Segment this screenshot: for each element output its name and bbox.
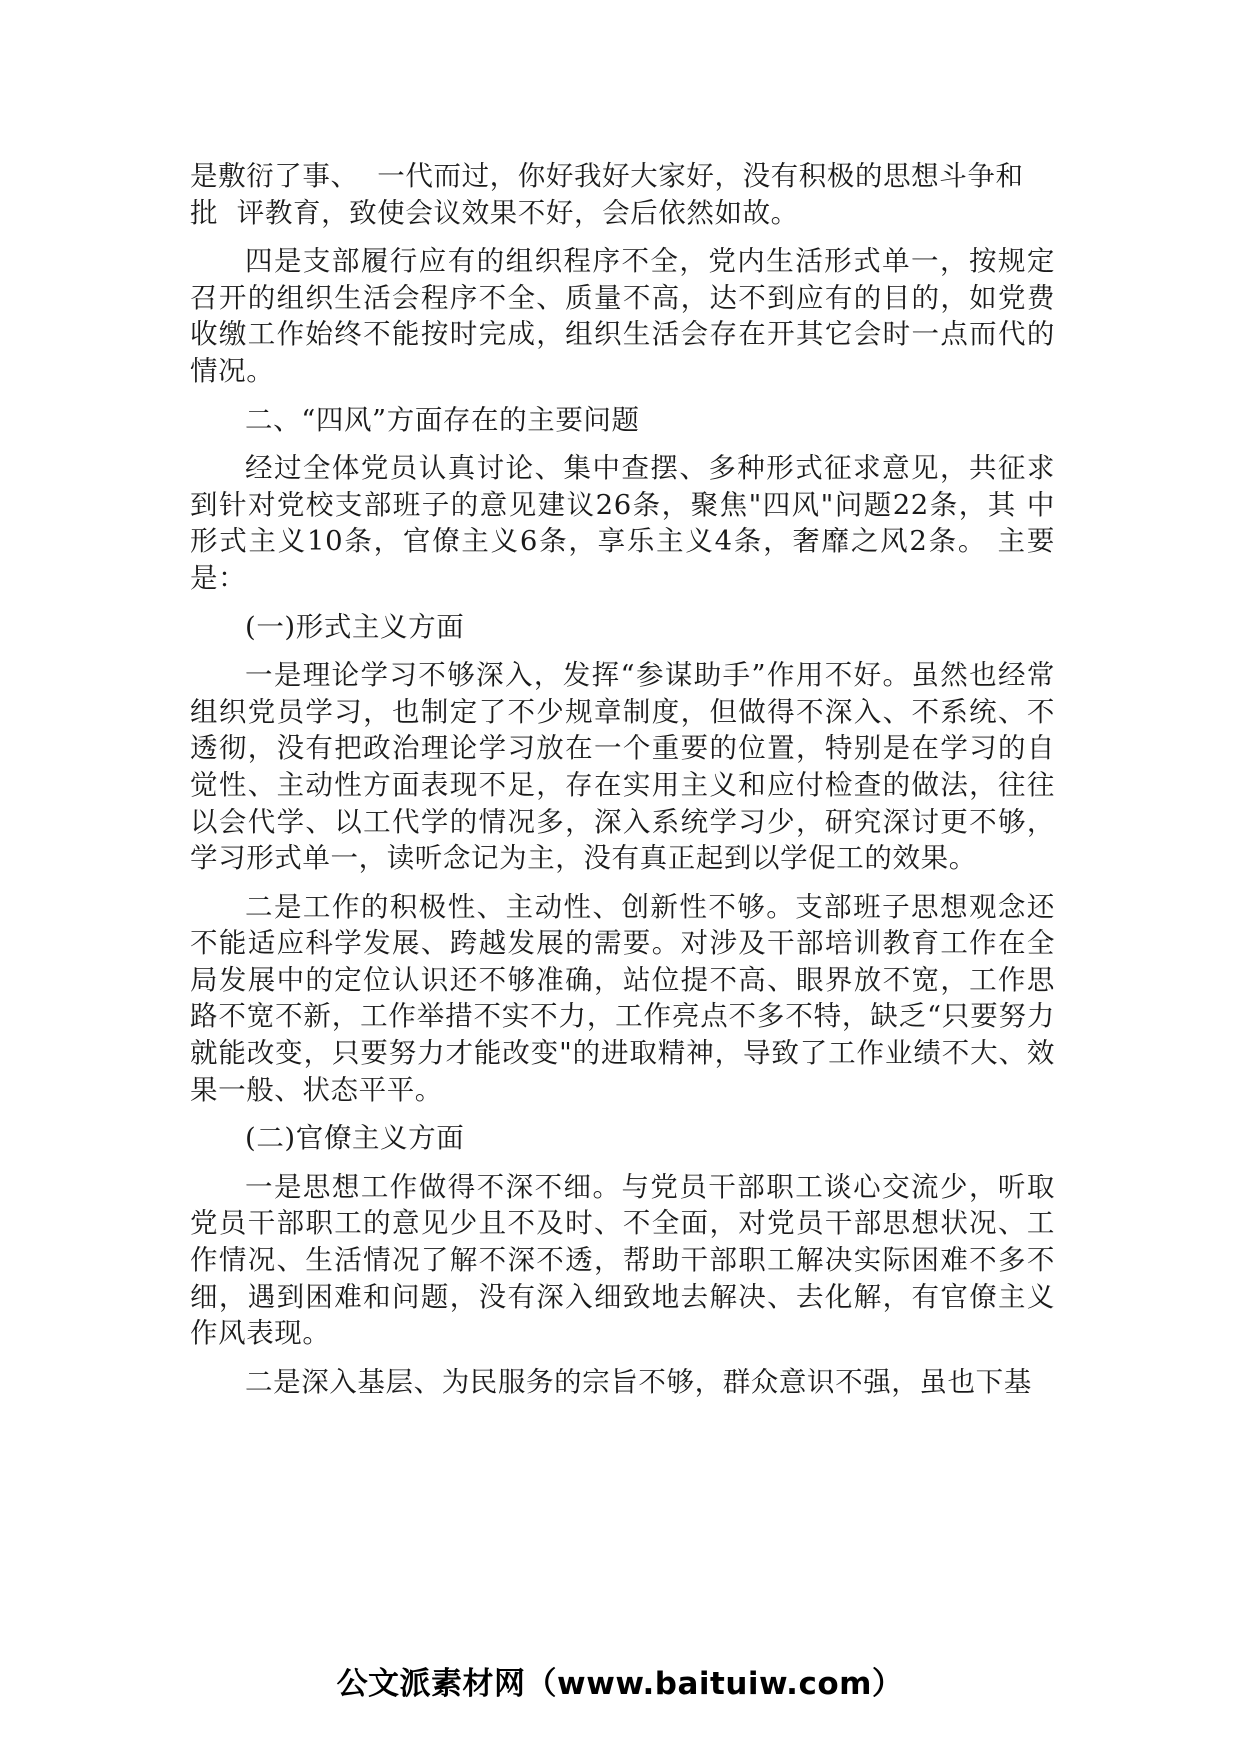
paragraph: 二是工作的积极性、主动性、创新性不够。支部班子思想观念还不能适应科学发展、跨越发展的需要。对涉及干部培训教育工作在全局发展中的定位认识还不够准确，站位提不高、眼界放不宽，工作思路不宽不新，工作举措不实不力，工作亮点不多不特，缺乏“只要努力就能改变，只要努力才能改变"的进取精神，导致了工作业绩不大、效果一般、状态平平。 <box>190 890 1055 1106</box>
paragraph-continuation <box>190 158 1055 231</box>
paragraph: 一是理论学习不够深入，发挥“参谋助手”作用不好。虽然也经常组织党员学习，也制定了不少规章制度，但做得不深入、不系统、不透彻，没有把政治理论学习放在一个重要的位置，特别是在学习的自觉性、主动性方面表现不足，存在实用主义和应付检查的做法，往往以会代学、以工代学的情况多，深入系统学习少，研究深讨更不够，学习形式单一，读听念记为主，没有真正起到以学促工的效果。 <box>190 659 1055 875</box>
paragraph: 四是支部履行应有的组织程序不全，党内生活形式单一，按规定召开的组织生活会程序不全、质量不高，达不到应有的目的，如党费收缴工作始终不能按时完成，组织生活会存在开其它会时一点而代的情况。 <box>190 245 1055 387</box>
text-line: 批 评教育，致使会议效果不好，会后依然如故。 <box>190 196 799 229</box>
paragraph: 经过全体党员认真讨论、集中查摆、多种形式征求意见，共征求到针对党校支部班子的意见建议26条，聚焦"四风"问题22条，其 中形式主义10条，官僚主义6条，享乐主义4条，奢靡之风2条。 主要是： <box>190 452 1055 594</box>
subsection-heading: (二)官僚主义方面 <box>245 1122 465 1155</box>
footer-watermark: 公文派素材网（www.baituiw.com） <box>336 1666 904 1702</box>
section-heading: 二、“四风”方面存在的主要问题 <box>245 403 640 436</box>
paragraph: 一是思想工作做得不深不细。与党员干部职工谈心交流少，听取党员干部职工的意见少且不及时、不全面，对党员干部思想状况、工作情况、生活情况了解不深不透，帮助干部职工解决实际困难不多不细，遇到困难和问题，没有深入细致地去解决、去化解，有官僚主义作风表现。 <box>190 1170 1055 1350</box>
text-line: 是敷衍了事、 一代而过，你好我好大家好，没有积极的思想斗争和 <box>190 160 1024 192</box>
subsection-heading: (一)形式主义方面 <box>245 610 465 643</box>
document-body <box>190 158 1055 1412</box>
paragraph: 二是深入基层、为民服务的宗旨不够，群众意识不强，虽也下基 <box>245 1365 1032 1398</box>
